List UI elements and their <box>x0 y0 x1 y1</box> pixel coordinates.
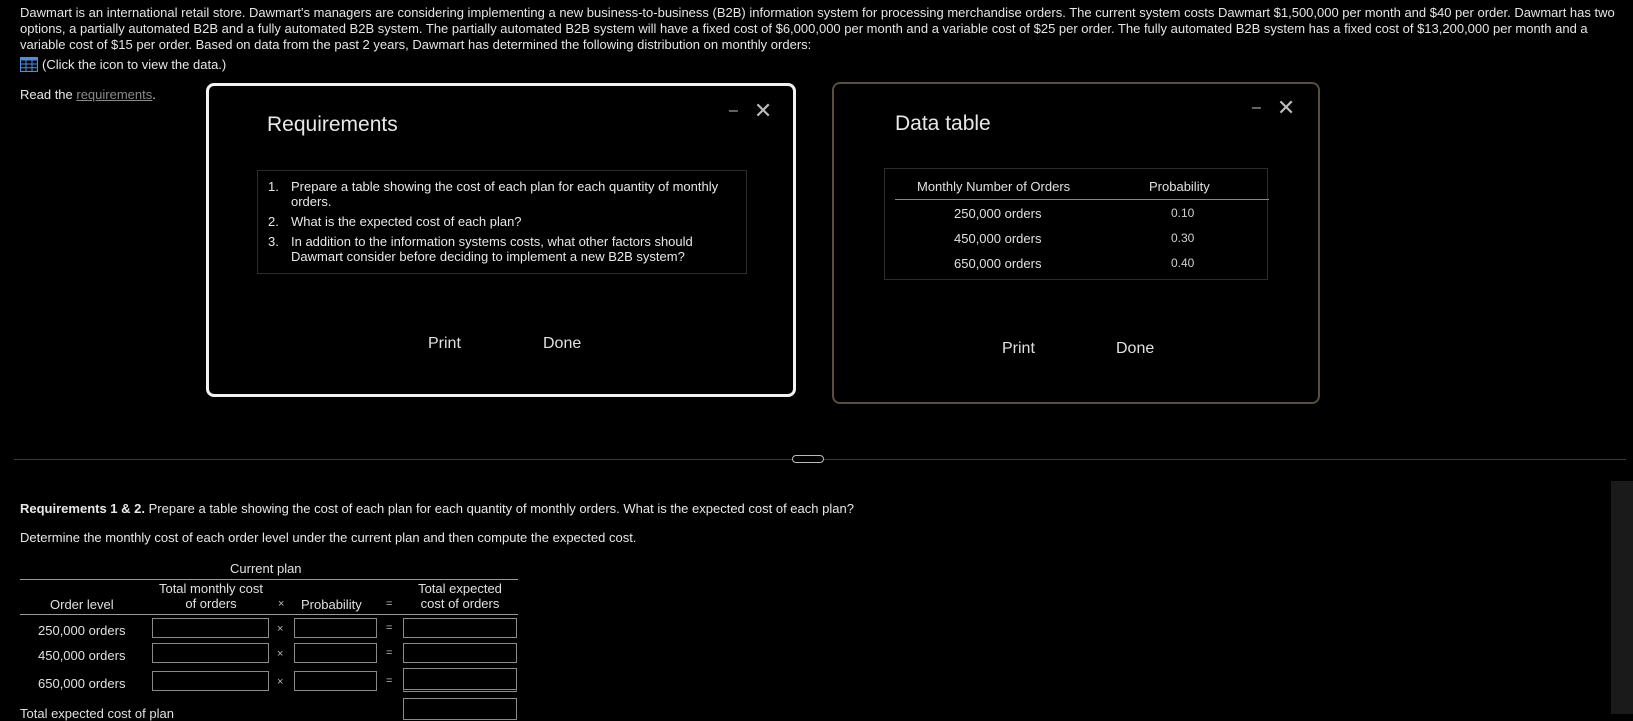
click-icon-text: (Click the icon to view the data.) <box>42 57 227 72</box>
read-prefix: Read the <box>20 87 77 102</box>
data-table-modal <box>832 82 1320 404</box>
requirement-number: 3. <box>268 234 279 249</box>
close-icon[interactable]: ✕ <box>753 98 773 123</box>
times-sign: × <box>277 623 284 635</box>
read-requirements-line <box>20 87 156 102</box>
current-plan-header: Current plan <box>230 561 302 576</box>
orders-cell: 250,000 orders <box>954 206 1042 221</box>
data-table <box>884 168 1268 280</box>
order-level-label: 450,000 orders <box>38 648 126 663</box>
problem-intro: Dawmart is an international retail store. Dawmart's managers are considering implementing a new business-to-business (B2B) information system for processing merchandise orders. The current system costs Dawmart $1,500,000 per month and $40 per order. Dawmart has two options, a partially automated B2B and a fully automated B2B system. The partially automated B2B system will have a fixed cost of $6,000,000 per month and a variable cost of $25 per order. The fully automated B2B system has a fixed cost of $13,200,000 per month and a variable cost of $15 per order. Based on data from the past 2 years, Dawmart has determined the following distribution on monthly orders: <box>20 5 1615 52</box>
total-expected-cost-header <box>400 581 520 611</box>
requirements-modal-title: Requirements <box>267 113 398 136</box>
order-level-header: Order level <box>50 597 114 612</box>
requirements-link[interactable]: requirements <box>76 87 153 102</box>
total-monthly-cost-input[interactable] <box>152 643 269 663</box>
times-sign: × <box>278 598 285 610</box>
probability-cell: 0.40 <box>1171 256 1195 270</box>
data-link-line <box>20 57 226 72</box>
orders-cell: 650,000 orders <box>954 256 1042 271</box>
requirement-item <box>268 214 736 229</box>
probability-input[interactable] <box>294 643 377 663</box>
close-icon[interactable]: ✕ <box>1276 95 1296 120</box>
resize-handle[interactable] <box>792 455 824 463</box>
total-monthly-cost-input[interactable] <box>152 671 269 691</box>
requirement-item <box>268 234 736 264</box>
table-icon[interactable] <box>20 57 38 72</box>
data-table-modal-title: Data table <box>895 112 991 135</box>
orders-cell: 450,000 orders <box>954 231 1042 246</box>
total-monthly-cost-input[interactable] <box>152 618 269 638</box>
requirement-number: 1. <box>268 179 279 194</box>
equals-sign: = <box>386 598 393 610</box>
total-expected-plan-cost-input[interactable] <box>403 698 517 720</box>
requirement-item <box>268 179 736 209</box>
total-expected-cost-input[interactable] <box>403 643 517 663</box>
column-header-line <box>20 614 518 615</box>
probability-cell: 0.10 <box>1171 206 1195 220</box>
probability-header: Probability <box>301 597 362 612</box>
done-button[interactable]: Done <box>1116 340 1155 357</box>
order-level-label: 650,000 orders <box>38 676 126 691</box>
requirement-text: Prepare a table showing the cost of each plan for each quantity of monthly orders. <box>291 179 719 209</box>
total-expected-cost-input[interactable] <box>403 668 517 692</box>
equals-sign: = <box>386 622 393 634</box>
orders-column-header: Monthly Number of Orders <box>917 179 1071 194</box>
probability-input[interactable] <box>294 671 377 691</box>
requirement-text: In addition to the information systems costs, what other factors should Dawmart consider before deciding to implement a new B2B system? <box>291 234 693 264</box>
total-expected-cost-header-line2: cost of orders <box>420 596 500 611</box>
requirements-1-2-text: Prepare a table showing the cost of each plan for each quantity of monthly orders. What is the expected cost of each plan? <box>145 501 854 516</box>
probability-input[interactable] <box>294 618 377 638</box>
read-suffix: . <box>152 87 156 102</box>
times-sign: × <box>277 676 284 688</box>
determine-instruction: Determine the monthly cost of each order level under the current plan and then compute the expected cost. <box>20 530 637 545</box>
total-expected-cost-input[interactable] <box>403 618 517 638</box>
done-button[interactable]: Done <box>543 335 582 352</box>
total-expected-cost-label: Total expected cost of plan <box>20 706 174 721</box>
group-header-line <box>20 579 518 580</box>
scrollbar[interactable] <box>1611 481 1633 714</box>
total-monthly-cost-header <box>146 581 276 611</box>
total-monthly-cost-header-line2: of orders <box>185 596 237 611</box>
requirements-list <box>257 170 747 274</box>
minimize-icon[interactable]: – <box>1252 99 1261 116</box>
equals-sign: = <box>386 647 393 659</box>
requirement-text: What is the expected cost of each plan? <box>291 214 522 229</box>
requirements-1-2-label: Requirements 1 & 2. <box>20 501 145 516</box>
header-divider <box>895 199 1269 200</box>
requirements-window-controls <box>729 98 772 124</box>
total-expected-cost-header-line1: Total expected <box>418 581 502 596</box>
requirements-1-2-prompt <box>20 501 854 516</box>
times-sign: × <box>277 648 284 660</box>
print-button[interactable]: Print <box>428 335 461 352</box>
requirements-modal <box>206 83 796 397</box>
probability-cell: 0.30 <box>1171 231 1195 245</box>
minimize-icon[interactable]: – <box>729 102 738 119</box>
data-table-window-controls <box>1252 95 1295 121</box>
requirement-number: 2. <box>268 214 279 229</box>
equals-sign: = <box>386 675 393 687</box>
order-level-label: 250,000 orders <box>38 623 126 638</box>
probability-column-header: Probability <box>1149 179 1210 194</box>
total-monthly-cost-header-line1: Total monthly cost <box>158 581 264 596</box>
print-button[interactable]: Print <box>1002 340 1035 357</box>
